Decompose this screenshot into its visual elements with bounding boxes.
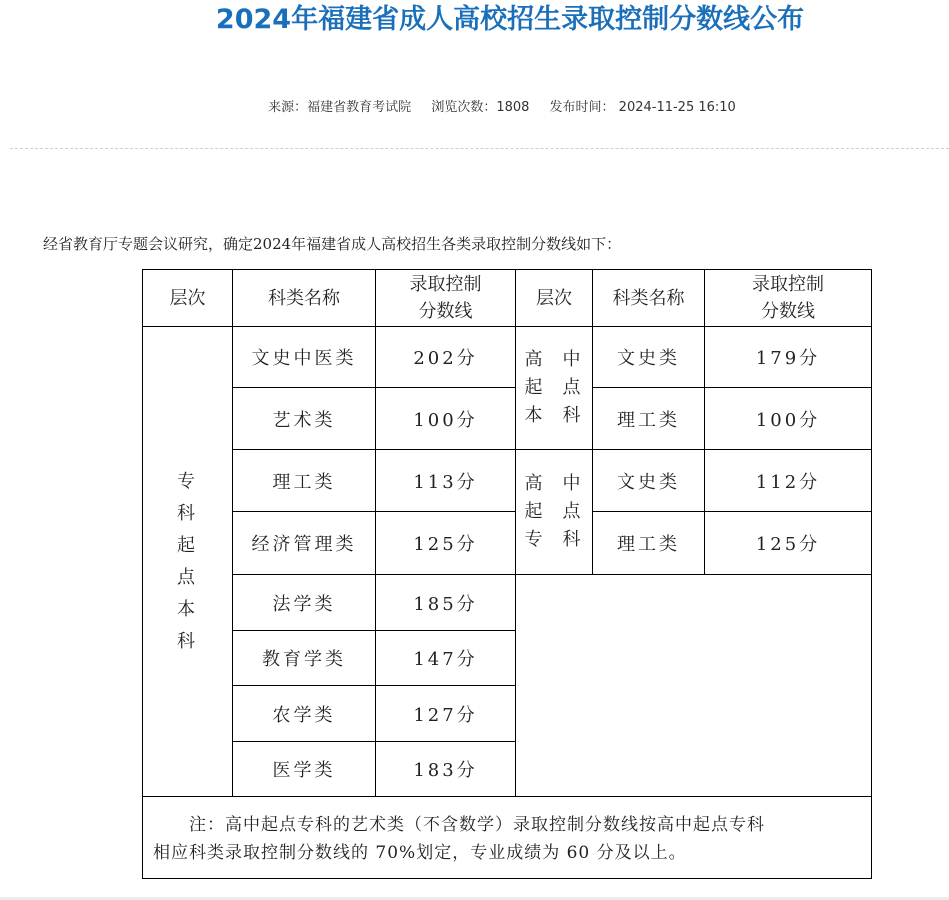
category-cell: 经济管理类 <box>233 512 376 575</box>
score-cell-right: 112分 <box>705 450 872 512</box>
header-score: 录取控制 分数线 <box>376 270 516 327</box>
score-cell: 125分 <box>376 512 516 575</box>
page-title: 2024年福建省成人高校招生录取控制分数线公布 <box>215 4 805 35</box>
score-cell: 185分 <box>376 575 516 631</box>
header-category: 科类名称 <box>233 270 376 327</box>
category-cell: 法学类 <box>233 575 376 631</box>
source-text: 来源：福建省教育考试院 <box>268 100 412 115</box>
score-table <box>142 269 872 879</box>
score-cell-right: 179分 <box>705 327 872 388</box>
score-cell: 100分 <box>376 388 516 450</box>
category-cell: 理工类 <box>233 450 376 512</box>
intro-paragraph: 经省教育厅专题会议研究，确定2024年福建省成人高校招生各类录取控制分数线如下： <box>43 235 622 253</box>
score-cell-right: 100分 <box>705 388 872 450</box>
score-cell: 183分 <box>376 742 516 797</box>
table-row <box>143 327 872 388</box>
header-level: 层次 <box>143 270 233 327</box>
header-score-right: 录取控制 分数线 <box>705 270 872 327</box>
category-cell: 文史中医类 <box>233 327 376 388</box>
category-cell-right: 理工类 <box>593 512 705 575</box>
score-cell: 147分 <box>376 631 516 686</box>
category-cell: 农学类 <box>233 686 376 742</box>
note-row <box>143 797 872 879</box>
category-cell-right: 文史类 <box>593 327 705 388</box>
score-cell: 127分 <box>376 686 516 742</box>
level-cell-gaozhong-zhuanke: 高 中 起 点 专 科 <box>516 450 593 575</box>
table-row <box>143 388 872 450</box>
level-cell-zhuanke-benke: 专 科 起 点 本 科 <box>143 327 233 797</box>
category-cell-right: 文史类 <box>593 450 705 512</box>
header-category-right: 科类名称 <box>593 270 705 327</box>
score-cell: 202分 <box>376 327 516 388</box>
header-level-right: 层次 <box>516 270 593 327</box>
table-row <box>143 575 872 631</box>
category-cell: 教育学类 <box>233 631 376 686</box>
table-header-row <box>143 270 872 327</box>
empty-cell <box>516 575 872 797</box>
category-cell: 艺术类 <box>233 388 376 450</box>
dashed-divider <box>10 148 949 149</box>
score-cell: 113分 <box>376 450 516 512</box>
article-meta <box>0 98 949 118</box>
category-cell: 医学类 <box>233 742 376 797</box>
table-row <box>143 450 872 512</box>
level-cell-gaozhong-benke: 高 中 起 点 本 科 <box>516 327 593 450</box>
publish-time: 发布时间： 2024-11-25 16:10 <box>549 100 736 115</box>
score-cell-right: 125分 <box>705 512 872 575</box>
table-row <box>143 512 872 575</box>
view-count: 浏览次数：1808 <box>431 100 530 115</box>
table-note: 注：高中起点专科的艺术类（不含数学）录取控制分数线按高中起点专科 相应科类录取控制分数线的 70%划定，专业成绩为 60 分及以上。 <box>143 797 872 879</box>
category-cell-right: 理工类 <box>593 388 705 450</box>
